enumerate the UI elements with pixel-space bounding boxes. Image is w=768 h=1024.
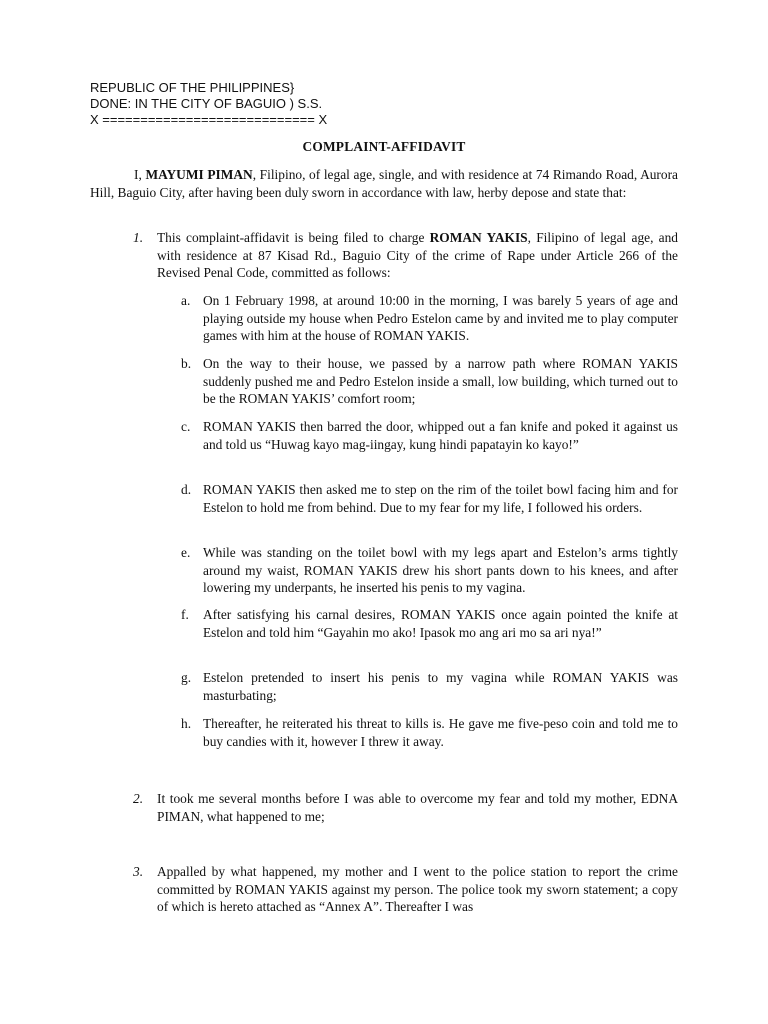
header-done-city: DONE: IN THE CITY OF BAGUIO ) S.S. <box>90 96 323 111</box>
subitem-d-label: d. <box>181 482 192 497</box>
accused-name: ROMAN YAKIS <box>429 230 528 245</box>
subitem-g-label: g. <box>181 670 192 685</box>
item-1-text-before: This complaint-affidavit is being filed to charge <box>157 230 430 245</box>
subitem-h-label: h. <box>181 716 192 731</box>
intro-paragraph <box>90 166 678 201</box>
intro-rest: , Filipino, of legal age, single, and with residence at 74 Rimando Road, Aurora Hill, Baguio City, after having been duly sworn in accordance with law, herby depose and state that: <box>90 167 678 200</box>
header-republic: REPUBLIC OF THE PHILIPPINES} <box>90 80 295 95</box>
subitem-f-text: After satisfying his carnal desires, ROMAN YAKIS once again pointed the knife at Estelon and told him “Gayahin mo ako! Ipasok mo ang ari mo sa ari nya!” <box>203 607 678 640</box>
item-1-text-after: , Filipino of legal age, and with residence at 87 Kisad Rd., Baguio City of the crime of Rape under Article 266 of the Revised Penal Code, committed as follows: <box>157 230 679 280</box>
item-3-text: Appalled by what happened, my mother and I went to the police station to report the crime committed by ROMAN YAKIS against my person. The police took my sworn statement; a copy of which is hereto attached as “Annex A”. Thereafter I was <box>157 864 678 914</box>
item-2-text: It took me several months before I was able to overcome my fear and told my mother, EDNA PIMAN, what happened to me; <box>157 791 678 824</box>
subitem-b-text: On the way to their house, we passed by a narrow path where ROMAN YAKIS suddenly pushed me and Pedro Estelon inside a small, low building, which turned out to be the ROMAN YAKIS’ comfort room; <box>203 356 678 406</box>
subitem-c-text: ROMAN YAKIS then barred the door, whipped out a fan knife and poked it against us and told us “Huwag kayo mag-iingay, kung hindi papatayin ko kayo!” <box>203 419 678 452</box>
item-1-number: 1. <box>133 230 144 245</box>
page-title: COMPLAINT-AFFIDAVIT <box>302 139 466 154</box>
subitem-b-label: b. <box>181 356 192 371</box>
item-2-number: 2. <box>133 791 144 806</box>
subitem-c-label: c. <box>181 419 191 434</box>
subitem-g-text: Estelon pretended to insert his penis to my vagina while ROMAN YAKIS was masturbating; <box>203 670 678 703</box>
subitem-a-text: On 1 February 1998, at around 10:00 in the morning, I was barely 5 years of age and playing outside my house when Pedro Estelon came by and invited me to play computer games with him at the house of ROMAN YAKIS. <box>203 293 678 343</box>
item-3-number: 3. <box>133 864 144 879</box>
item-1-text <box>157 229 678 282</box>
subitem-a-label: a. <box>181 293 191 308</box>
subitem-e-text: While was standing on the toilet bowl with my legs apart and Estelon’s arms tightly around my waist, ROMAN YAKIS drew his short pants down to his knees, and after lowering my underpants, he inserted his penis to my vagina. <box>203 545 678 595</box>
subitem-f-label: f. <box>181 607 189 622</box>
subitem-e-label: e. <box>181 545 191 560</box>
subitem-d-text: ROMAN YAKIS then asked me to step on the rim of the toilet bowl facing him and for Estelon to hold me from behind. Due to my fear for my life, I followed his orders. <box>203 482 678 515</box>
intro-prefix: I, <box>134 167 146 182</box>
header-separator: X ============================ X <box>90 112 328 127</box>
affiant-name: MAYUMI PIMAN <box>145 167 253 182</box>
subitem-h-text: Thereafter, he reiterated his threat to kills is. He gave me five-peso coin and told me to buy candies with it, however I threw it away. <box>203 716 678 749</box>
